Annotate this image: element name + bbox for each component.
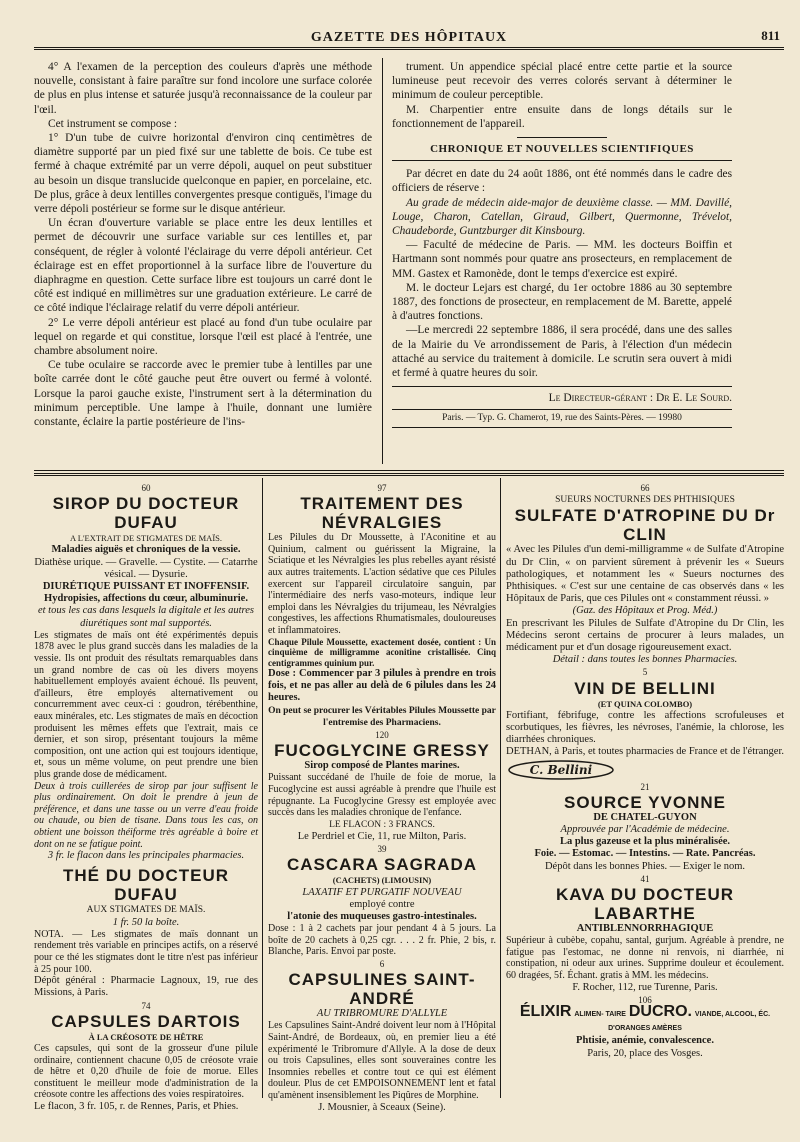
- ad-title-row: [506, 1003, 784, 1035]
- ad-address: [506, 746, 784, 780]
- ad-body: Supérieur à cubèbe, copahu, santal, gurjum. Agréable à prendre, ne fatigue pas l'estomac, ne donne ni renvois, ni diarrhée, ni constipation, ni odeur aux urines. Supprime douleur et écoulement. 60 dragées, 5f. Échant. gratis à MM. les médecins.: [506, 935, 784, 982]
- signature: Le Directeur-gérant : Dr E. Le Sourd.: [392, 386, 732, 405]
- ad-line: l'atonie des muqueuses gastro-intestinales.: [287, 911, 477, 923]
- ad-body: Les stigmates de maïs ont été expérimentés depuis 1878 avec le plus grand succès dans les maladies de la vessie. Ils ont produit des résultats remarquables dans un grand nombre de cas où les divers moyens habituellement employés avaient échoué. Ils peuvent, d'ailleurs, être employés alternativement ou concurremment avec ceux-ci : goudron, térébenthine, eaux minérales, etc. Les stigmates de maïs en décoction produisent les mêmes effets que l'extrait, mais ce dernier, et son sirop, présentant toujours la même composition, ont une action qui est toujours identique, et, sous un même volume, on peut prendre une bien plus grande dose de médicament.: [34, 629, 258, 780]
- ad-title: FUCOGLYCINE GRESSY: [274, 741, 490, 761]
- paragraph: Par décret en date du 24 août 1886, ont été nommés dans le cadre des officiers de réserve :: [392, 168, 732, 195]
- ad-subtitle: AUX STIGMATES DE MAÏS.: [86, 905, 206, 916]
- paragraph: 4° A l'examen de la perception des couleurs d'après une méthode nouvelle, consistant à faire paraître sur fond incolore une surface colorée de plus en plus intense et saturée jusqu'à reconnaissance de la couleur par l'œil.: [34, 61, 372, 116]
- paragraph: trument. Un appendice spécial placé entre cette partie et la source lumineuse peut recevoir des verres colorés servant à déterminer le minimum de couleur perceptible.: [392, 61, 732, 102]
- column-divider: [382, 58, 383, 464]
- paragraph: —Le mercredi 22 septembre 1886, il sera procédé, dans une des salles de la Mairie du Ve arrondissement de Paris, à l'élection d'un médecin attaché au service du traitement à domicile. Le scrutin sera ouvert à midi et fermé à quatre heures du soir.: [392, 324, 732, 380]
- ads-separator: [34, 470, 784, 476]
- ad-line: Maladies aiguës et chroniques de la vessie.: [51, 544, 241, 556]
- ad-address: J. Mousnier, à Sceaux (Seine).: [318, 1101, 446, 1113]
- ad-price: Le flacon, 3 fr. 105, r. de Rennes, Paris, et Phies.: [34, 1100, 239, 1112]
- ad-title: CAPSULINES SAINT-ANDRÉ: [288, 970, 476, 1009]
- ad-price: LE FLACON : 3 FRANCS.: [329, 819, 435, 830]
- ad-title: CAPSULES DARTOIS: [51, 1011, 241, 1031]
- ad-title: DUCRO.: [628, 1003, 692, 1021]
- paragraph: 2° Le verre dépoli antérieur est placé au fond d'un tube oculaire par lequel on regarde et qui constitue, lorsque l'œil est placé à l'entrée, une chambre absolument noire.: [34, 316, 372, 358]
- section-heading: CHRONIQUE ET NOUVELLES SCIENTIFIQUES: [392, 142, 732, 161]
- article-column-left: [34, 60, 372, 429]
- ad-detail: Détail : dans toutes les bonnes Pharmacies.: [552, 654, 738, 666]
- paragraph: M. le docteur Lejars est chargé, du 1er octobre 1886 au 30 septembre 1887, des fonctions de prosecteur, en remplacement de M. Barette, appelé à d'autres fonctions.: [392, 281, 732, 323]
- paragraph: M. Charpentier entre ensuite dans de longs détails sur le fonctionnement de l'appareil.: [392, 103, 732, 130]
- ad-title: TRAITEMENT DES NÉVRALGIES: [300, 494, 464, 533]
- ad-body: Les Pilules du Dr Moussette, à l'Aconitine et au Quinium, calment ou guérissent la Migraine, la Sciatique et les Névralgies les plus rebelles ayant résisté aux autres traitements. L'action sédative que ces Pilules exercent sur l'appareil circulatoire sanguin, par l'intermédiaire des nerfs vaso-moteurs, indique leur emploi dans les Névralgies du trijumeau, les Névralgies congestives, les affections Rhumatismales, douloureuses et inflammatoires.: [268, 532, 496, 636]
- ad-column-divider: [262, 478, 263, 1098]
- ad-body: Les Capsulines Saint-André doivent leur nom à l'Hôpital Saint-André, de Bordeaux, où, en premier lieu a été expérimenté le Tribromure d'Allyle. A la dose de deux ou trois Capsulines, elles sont souveraines contre les Insomnies rebelles et contre tout ce qui est élément douleur. Plus de cet EMPOISONNEMENT lent et fatal qu'amènent insensiblement les Piqûres de Morphine.: [268, 1020, 496, 1102]
- printer-line: Paris. — Typ. G. Chamerot, 19, rue des Saints-Pères. — 19980: [392, 409, 732, 427]
- ad-number: 97: [377, 483, 387, 493]
- ad-title: SULFATE D'ATROPINE DU Dr CLIN: [514, 506, 776, 545]
- ad-dose: Dose : Commencer par 3 pilules à prendre en trois fois, et ne pas aller au delà de 6 pilules dans les 24 heures.: [268, 668, 496, 704]
- ad-body: Deux à trois cuillerées de sirop par jour suffisent le plus ordinairement. On doit le prendre à jeun de préférence, et dans une tasse ou un verre d'eau froide ou chaude, ou bien de tisane. Dans tous les cas, on obtient une boisson théiforme très agréable à boire et dont on ne se fatigue point.: [34, 780, 258, 850]
- ad-column-1: [34, 482, 258, 1113]
- ad-subtitle: AU TRIBROMURE D'ALLYLE: [316, 1008, 448, 1020]
- ad-address: Paris, 20, place des Vosges.: [587, 1047, 703, 1059]
- ad-tag: (CACHETS) (LIMOUSIN): [332, 875, 432, 886]
- journal-title: GAZETTE DES HÔPITAUX: [310, 30, 508, 45]
- ad-subtitle: DE CHATEL-GUYON: [593, 811, 697, 823]
- ad-composition: Chaque Pilule Moussette, exactement dosée, contient : Un cinquième de milligramme aconitine cristallisée. Cinq centigrammes quinium pur.: [268, 636, 496, 668]
- ad-line: On peut se procurer les Véritables Pilules Moussette par l'entremise des Pharmaciens.: [268, 705, 496, 728]
- ad-column-divider: [500, 478, 501, 1098]
- ad-line: employé contre: [349, 898, 415, 910]
- ad-address: F. Rocher, 112, rue Turenne, Paris.: [572, 981, 718, 993]
- ad-line: Approuvée par l'Académie de médecine.: [560, 824, 730, 836]
- ad-address: Le Perdriel et Cie, 11, rue Milton, Paris.: [297, 831, 467, 843]
- article-column-right: [392, 60, 732, 428]
- ad-title: ÉLIXIR: [519, 1003, 572, 1021]
- ad-price: 3 fr. le flacon dans les principales pharmacies.: [47, 850, 245, 862]
- bellini-signature-logo: [506, 759, 616, 781]
- ad-number: 6: [379, 959, 385, 970]
- ad-line: Foie. — Estomac. — Intestins. — Rate. Pancréas.: [534, 848, 756, 860]
- ad-body: Dose : 1 à 2 cachets par jour pendant 4 à 5 jours. La boîte de 20 cachets à 0,25 cgr. . . . 2 fr. Phie, 2 bis, r. Blanche, Paris. Envoi par poste.: [268, 923, 496, 958]
- ad-column-3: [506, 482, 784, 1060]
- ad-price: 1 fr. 50 la boîte.: [112, 916, 180, 928]
- ad-tag: VIANDE, ALCOOL, ÉC. D'ORANGES AMÈRES: [608, 1011, 771, 1033]
- ad-line: La plus gazeuse et la plus minéralisée.: [559, 836, 731, 848]
- ad-line: Hydropisies, affections du cœur, albuminurie.: [44, 593, 248, 605]
- ad-title: THÉ DU DOCTEUR DUFAU: [62, 866, 230, 905]
- ad-tag: À LA CRÉOSOTE DE HÊTRE: [88, 1031, 204, 1042]
- ad-depot: Dépôt général : Pharmacie Lagnoux, 19, rue des Missions, à Paris.: [34, 975, 258, 999]
- ad-body: NOTA. — Les stigmates de maïs donnant un rendement très variable en principes actifs, on a réservé pour ce thé les stigmates dont le titre n'est pas inférieur à 25 pour 100.: [34, 928, 258, 975]
- ad-tag: (ET QUINA COLOMBO): [597, 698, 693, 709]
- paragraph: Un écran d'ouverture variable se place entre les deux lentilles et permet de découvrir une surface variable sur ces lentilles et, par conséquent, de régler à volonté l'éclairage du verre dépoli antérieur. Cet éclairage est en effet proportionnel à la surface libre de l'ouverture du diaphragme en question. Cette surface libre est toujours un carré dont le côté est indiqué en millimètres sur une graduation extérieure. Le carré de ce côté indique l'éclairage relatif du verre dépoli antérieur.: [34, 217, 372, 315]
- ad-line: DIURÉTIQUE PUISSANT ET INOFFENSIF.: [42, 581, 250, 593]
- ad-tag: ALIMEN- TAIRE: [574, 1011, 626, 1019]
- ad-title: VIN DE BELLINI: [574, 678, 716, 698]
- ad-number: 21: [640, 781, 650, 792]
- ad-ref: (Gaz. des Hôpitaux et Prog. Méd.): [572, 605, 718, 617]
- ad-body: En prescrivant les Pilules de Sulfate d'Atropine du Dr Clin, les Médecins seront certains de procurer à leurs malades, un médicament pur et d'un dosage rigoureusement exact.: [506, 617, 784, 654]
- ad-number: 5: [642, 667, 648, 678]
- page-number: 811: [761, 28, 780, 43]
- ad-number: 66: [640, 483, 650, 493]
- ad-number: 74: [141, 1000, 151, 1011]
- ad-body: Ces capsules, qui sont de la grosseur d'une pilule ordinaire, contiennent chacune 0,05 de créosote vraie de hêtre et 0,20 d'huile de foie de morue. Elles constituent le meilleur mode d'administration de la créosote contre les affections des voies respiratoires.: [34, 1042, 258, 1101]
- paragraph: Au grade de médecin aide-major de deuxième classe. — MM. Davillé, Louge, Charon, Catellan, Giraud, Gilbert, Quermonne, Trévelot, Chaudeborde, Guntzburger dit Kinsbourg.: [392, 196, 732, 238]
- paragraph: Ce tube oculaire se raccorde avec le premier tube à lentilles par une boîte carrée dont le côté gauche peut être ouvert ou fermé à volonté. Lorsque la paroi gauche existe, l'instrument sert à la détermination du minimum perceptible. Une lampe à l'huile, donnant une lumière constante, éclaire la partie postérieure de l'ins-: [34, 359, 372, 429]
- ad-body: Fortifiant, fébrifuge, contre les affections scrofuleuses et scorbutiques, les fièvres, les névroses, l'anémie, la chlorose, les diarrhées chroniques.: [506, 709, 784, 746]
- ad-title: SIROP DU DOCTEUR DUFAU: [52, 494, 240, 533]
- ad-number: 60: [141, 483, 151, 493]
- ad-title: KAVA DU DOCTEUR LABARTHE: [555, 885, 735, 924]
- ad-subtitle: LAXATIF ET PURGATIF NOUVEAU: [302, 886, 462, 898]
- ad-body: Puissant succédané de l'huile de foie de morue, la Fucoglycine est aussi agréable à prendre que l'huile est répugnante. La Fucoglycine Gressy est employée avec succès dans les maladies chronique de l'enfance.: [268, 772, 496, 819]
- ad-address-text: DETHAN, à Paris, et toutes pharmacies de France et de l'étranger.: [506, 746, 784, 758]
- ad-number: 39: [377, 844, 387, 855]
- ad-line: Phtisie, anémie, convalescence.: [576, 1035, 714, 1047]
- ad-subtitle: A L'EXTRAIT DE STIGMATES DE MAÏS.: [69, 533, 222, 544]
- ad-subtitle: ANTIBLENNORRHAGIQUE: [576, 923, 714, 935]
- ad-subtitle: Sirop composé de Plantes marines.: [304, 760, 460, 772]
- ad-title: CASCARA SAGRADA: [286, 855, 478, 875]
- ad-title: SOURCE YVONNE: [564, 792, 726, 812]
- ad-number: 120: [375, 730, 389, 741]
- ad-line: et tous les cas dans lesquels la digitale et les autres diurétiques sont mal supportés.: [37, 605, 254, 629]
- ad-line: Diathèse urique. — Gravelle. — Cystite. — Catarrhe vésical. — Dysurie.: [34, 556, 258, 580]
- ad-number: 106: [638, 994, 652, 1005]
- svg-text:C. Bellini: C. Bellini: [529, 762, 593, 777]
- ad-header: SUEURS NOCTURNES DES PHTHISIQUES: [555, 495, 735, 506]
- ad-number: 41: [640, 873, 650, 884]
- ad-depot: Dépôt dans les bonnes Phies. — Exiger le nom.: [544, 860, 746, 872]
- paragraph: 1° D'un tube de cuivre horizontal d'environ cinq centimètres de diamètre supporté par un pied fixé sur une tablette de bois. Ce tube est fermé à chaque extrémité par un verre dépoli, auquel on peut substituer au besoin un disque translucide quelconque en papier, en porcelaine, etc. De plus, grâce à deux lentilles convergentes presque contiguës, l'image du verre dépoli postérieur se forme sur le disque antérieur.: [34, 132, 372, 216]
- ad-column-2: [268, 482, 496, 1114]
- paragraph: Cet instrument se compose :: [48, 117, 178, 130]
- page-header: [34, 24, 784, 50]
- ad-body: « Avec les Pilules d'un demi-milligramme « de Sulfate d'Atropine du Dr Clin, « on parvient sûrement à prévenir les « Sueurs pathologiques, et notamment les « Sueurs nocturnes des Phthisiques. « C'est sur une centaine de cas observés dans « les Hôpitaux de Paris, que ces Pilules ont « constamment réussi. »: [506, 544, 784, 605]
- paragraph: — Faculté de médecine de Paris. — MM. les docteurs Boiffin et Hartmann sont nommés pour quatre ans prosecteurs, en remplacement de MM. Gastex et Ramonède, dont le temps d'exercice est expiré.: [392, 239, 732, 280]
- divider: [517, 137, 607, 138]
